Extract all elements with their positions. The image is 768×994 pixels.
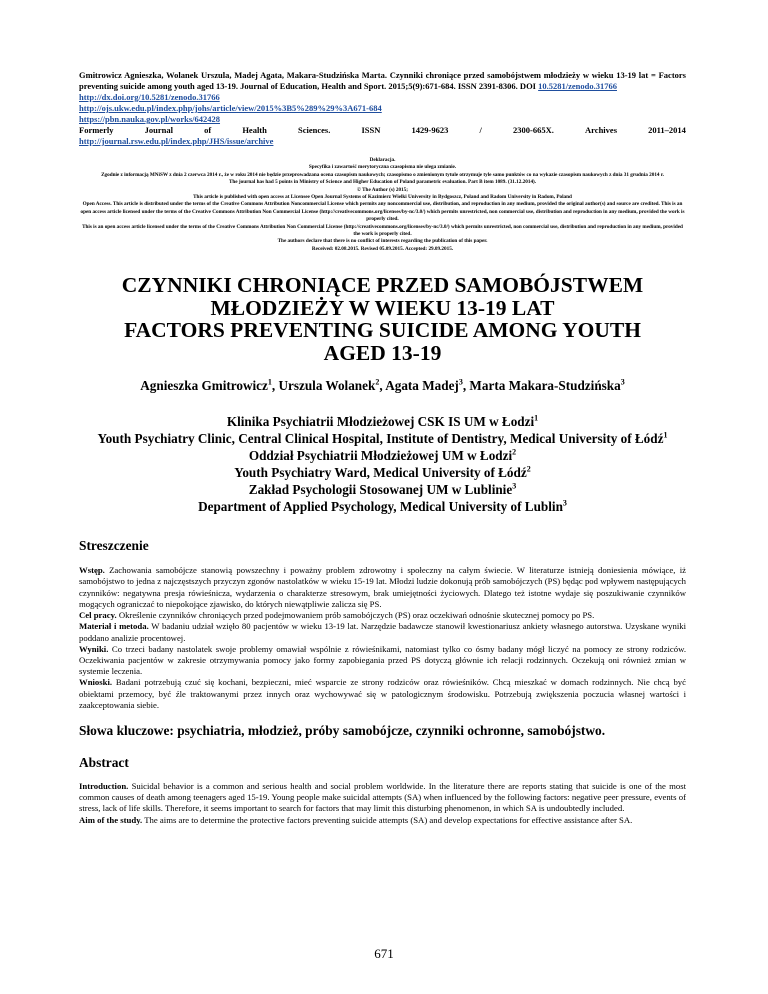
streszczenie-paragraph — [79, 644, 686, 678]
note-line: © The Author (s) 2015; — [357, 186, 408, 193]
paragraph-text: Określenie czynników chroniących przed podejmowaniem prób samobójczych (PS) oraz oczekiwań odnośnie skutecznej pomocy po PS. — [116, 610, 595, 621]
streszczenie-heading: Streszczenie — [79, 538, 149, 554]
paragraph-text: Zachowania samobójcze stanowią powszechny i poważny problem zdrowotny i społeczny na całym świecie. W literaturze istnieją doniesienia mówiące, iż samobójstwo to jedna z najczęstszych przyczyn zgonów nastolatków w wieku 15-19 lat. Młodzi ludzie dokonują prób samobójczych (PS) będąc pod wpływem następujących czynników: negatywna presja rówieśnicza, wydarzenia o charakterze stresowym, brak umiejętności życiowych. Dlatego też istotne wydaje się poszukiwanie czynników mogących ograniczać to niepokojące zjawisko, do których niewątpliwie zalicza się PS. — [79, 565, 686, 609]
keywords-text: psychiatria, młodzież, próby samobójcze, czynniki ochronne, samobójstwo. — [173, 722, 606, 738]
note-line: Open Access. This article is distributed under the terms of the Creative Commons Attribution Noncommercial License which permits any noncommercial use, distribution, and reproduction in any medium, provided the original author(s) and source are credited. This is an open access article licensed under the terms of the Creative Commons Attribution Non Commercial License (http://creativecommons.org/licenses/by-nc/3.0/) which permits unrestricted, non commercial use, distribution and reproduction in any medium, provided the work is properly cited. — [80, 201, 685, 223]
note-line: Deklaracja. — [369, 157, 396, 163]
author-separator: , — [462, 378, 470, 394]
affiliation-item — [79, 498, 686, 515]
note-line: Specyfika i zawartość merytoryczna czasopisma nie ulega zmianie. — [308, 164, 457, 171]
author-separator: , — [379, 378, 386, 394]
affiliation-text: Youth Psychiatry Clinic, Central Clinical Hospital, Institute of Dentistry, Medical University of Łódź — [97, 431, 664, 447]
affiliation-text: Zakład Psychologii Stosowanej UM w Lublinie — [248, 482, 513, 498]
page-number: 671 — [374, 946, 394, 961]
title-line: AGED 13-19 — [323, 340, 442, 365]
streszczenie-paragraph — [79, 565, 686, 610]
paragraph-label: Aim of the study. — [79, 814, 143, 825]
formerly-word: Journal — [144, 125, 173, 135]
author-sup: 3 — [620, 377, 625, 387]
paragraph-text: W badaniu udział wzięło 80 pacjentów w wieku 13-19 lat. Narzędzie badawcze stanowił kwestionariusz ankiety własnego autorstwa. Uzyskane wyniki poddano analizie procentowej. — [79, 621, 686, 643]
affiliation-sup: 1 — [534, 413, 539, 423]
streszczenie-paragraph — [79, 677, 686, 711]
author-list — [79, 378, 686, 394]
note-line: Received: 02.08.2015. Revised 05.09.2015. Accepted: 29.09.2015. — [311, 245, 454, 252]
author-name: Urszula Wolanek — [278, 378, 376, 394]
title-line: MŁODZIEŻY W WIEKU 13-19 LAT — [210, 295, 555, 320]
formerly-word: ISSN — [361, 125, 381, 135]
doi-url-link[interactable]: http://dx.doi.org/10.5281/zenodo.31766 — [79, 92, 220, 102]
citation-block — [79, 70, 686, 147]
affiliation-item — [79, 464, 686, 481]
title-line: CZYNNIKI CHRONIĄCE PRZED SAMOBÓJSTWEM — [121, 273, 644, 298]
formerly-word: 1429-9623 — [411, 125, 449, 135]
keywords — [79, 723, 686, 739]
affiliation-sup: 2 — [526, 464, 531, 474]
archive-link[interactable]: http://journal.rsw.edu.pl/index.php/JHS/issue/archive — [79, 136, 274, 146]
citation-text: Gmitrowicz Agnieszka, Wolanek Urszula, Madej Agata, Makara-Studzińska Marta. Czynniki chroniące przed samobójstwem młodzieży w wieku 13-19 lat = Factors preventing suicide among youth aged 13-19. Journal of Education, Health and Sport. 2015;5(9):671-684. ISSN 2391-8306. DOI — [79, 70, 686, 91]
author-sup: 3 — [458, 377, 463, 387]
note-line: Zgodnie z informacją MNiSW z dnia 2 czerwca 2014 r., że w roku 2014 nie będzie przeprowadzana ocena czasopism naukowych; czasopismo o zmienionym tytule otrzymuje tyle samo punktów co na wykazie czasopism naukowych z dnia 31 grudnia 2014 r. — [101, 171, 664, 178]
streszczenie-body — [79, 565, 686, 711]
formerly-line — [79, 125, 686, 136]
pbn-link[interactable]: https://pbn.nauka.gov.pl/works/642428 — [79, 114, 221, 124]
abstract-heading: Abstract — [79, 754, 129, 770]
affiliation-item — [79, 481, 686, 498]
formerly-word: 2300-665X. — [513, 125, 554, 135]
paragraph-label: Wyniki. — [79, 643, 109, 654]
author-name: Agnieszka Gmitrowicz — [140, 378, 268, 394]
paragraph-label: Wnioski. — [79, 677, 113, 688]
formerly-word: Archives — [585, 125, 617, 135]
affiliation-list — [79, 413, 686, 515]
paragraph-label: Wstęp. — [79, 565, 105, 576]
affiliation-text: Oddział Psychiatrii Młodzieżowej UM w Łodzi — [248, 448, 513, 464]
article-title — [79, 274, 686, 364]
doi-link[interactable]: 10.5281/zenodo.31766 — [538, 81, 617, 91]
note-line: The journal has had 5 points in Ministry of Science and Higher Education of Poland parametric evaluation. Part B item 1089. (31.12.2014). — [228, 179, 537, 186]
affiliation-text: Youth Psychiatry Ward, Medical University of Łódź — [234, 465, 527, 481]
abstract-body — [79, 781, 686, 826]
formerly-word: Health — [242, 125, 267, 135]
paragraph-label: Cel pracy. — [79, 610, 117, 621]
affiliation-sup: 3 — [562, 498, 567, 508]
title-line: FACTORS PREVENTING SUICIDE AMONG YOUTH — [124, 318, 641, 343]
affiliation-item — [79, 430, 686, 447]
note-line: This article is published with open access at Licensee Open Journal Systems of Kazimierz Wielki University in Bydgoszcz, Poland and Radom University in Radom, Poland — [193, 194, 572, 201]
affiliation-text: Klinika Psychiatrii Młodzieżowej CSK IS UM w Łodzi — [226, 414, 535, 430]
paragraph-text: Suicidal behavior is a common and serious health and social problem worldwide. In the literature there are reports stating that suicide is one of the most common causes of death among teenagers aged 15-19. Young people make suicidal attempts (SA) when influenced by the following factors: negative peer pressure, events of stress, lack of life skills. Therefore, it seems important to search for factors that may limit this disturbing phenomenon, in which SA is undoubtedly included. — [79, 780, 686, 814]
keywords-label: Słowa kluczowe: — [79, 722, 174, 738]
paragraph-text: Co trzeci badany nastolatek swoje problemy omawiał wspólnie z rówieśnikami, natomiast tylko co ósmy badany mógł liczyć na pomocy ze strony rodziców. Oczekiwania pacjentów w zakresie otrzymywania pomocy jako formy zapobiegania przed PS dotyczą głównie ich relacji rodzinnych. Oczekują oni również zmian w systemie leczenia. — [79, 643, 686, 677]
note-line: The authors declare that there is no conflict of interests regarding the publication of this paper. — [277, 238, 488, 245]
paragraph-text: The aims are to determine the protective factors preventing suicide attempts (SA) and develop expectations for effective assistance after SA. — [142, 814, 633, 825]
formerly-word: of — [204, 125, 212, 135]
paragraph-label: Materiał i metoda. — [79, 621, 149, 632]
ojs-link[interactable]: http://ojs.ukw.edu.pl/index.php/johs/article/view/2015%3B5%289%29%3A671-684 — [79, 103, 382, 113]
streszczenie-paragraph — [79, 621, 686, 643]
affiliation-item — [79, 413, 686, 430]
note-line: This is an open access article licensed under the terms of the Creative Commons Attribution Non Commercial License (http://creativecommons.org/licenses/by-nc/3.0/) which permits unrestricted, non commercial use, distribution and reproduction in any medium, provided the work is properly cited. — [82, 223, 683, 238]
author-separator: , — [271, 378, 279, 394]
formerly-word: Sciences. — [298, 125, 331, 135]
affiliation-sup: 1 — [663, 430, 668, 440]
streszczenie-paragraph — [79, 610, 686, 621]
author-sup: 1 — [267, 377, 272, 387]
affiliation-sup: 3 — [512, 481, 517, 491]
author-name: Agata Madej — [385, 378, 459, 394]
abstract-paragraph — [79, 781, 686, 815]
abstract-paragraph — [79, 815, 686, 826]
affiliation-sup: 2 — [512, 447, 517, 457]
author-name: Marta Makara-Studzińska — [469, 378, 621, 394]
affiliation-text: Department of Applied Psychology, Medical University of Lublin — [198, 499, 563, 515]
paragraph-text: Badani potrzebują czuć się kochani, bezpieczni, mieć wsparcie ze strony rodziców oraz rówieśników. Chcą mieszkać w domach rodzinnych. Nie chcą być obiektami przemocy, być źle traktowanymi przez innych oraz wychowywać się w patologicznym środowisku. Potrzebują zwiększenia poczucia własnej wartości i zaakceptowania siebie. — [79, 677, 686, 710]
paragraph-label: Introduction. — [79, 780, 129, 791]
formerly-word: Formerly — [79, 125, 114, 135]
declaration-notes — [79, 157, 686, 253]
formerly-word: 2011–2014 — [648, 125, 686, 135]
author-sup: 2 — [375, 377, 380, 387]
formerly-word: / — [479, 125, 482, 135]
affiliation-item — [79, 447, 686, 464]
